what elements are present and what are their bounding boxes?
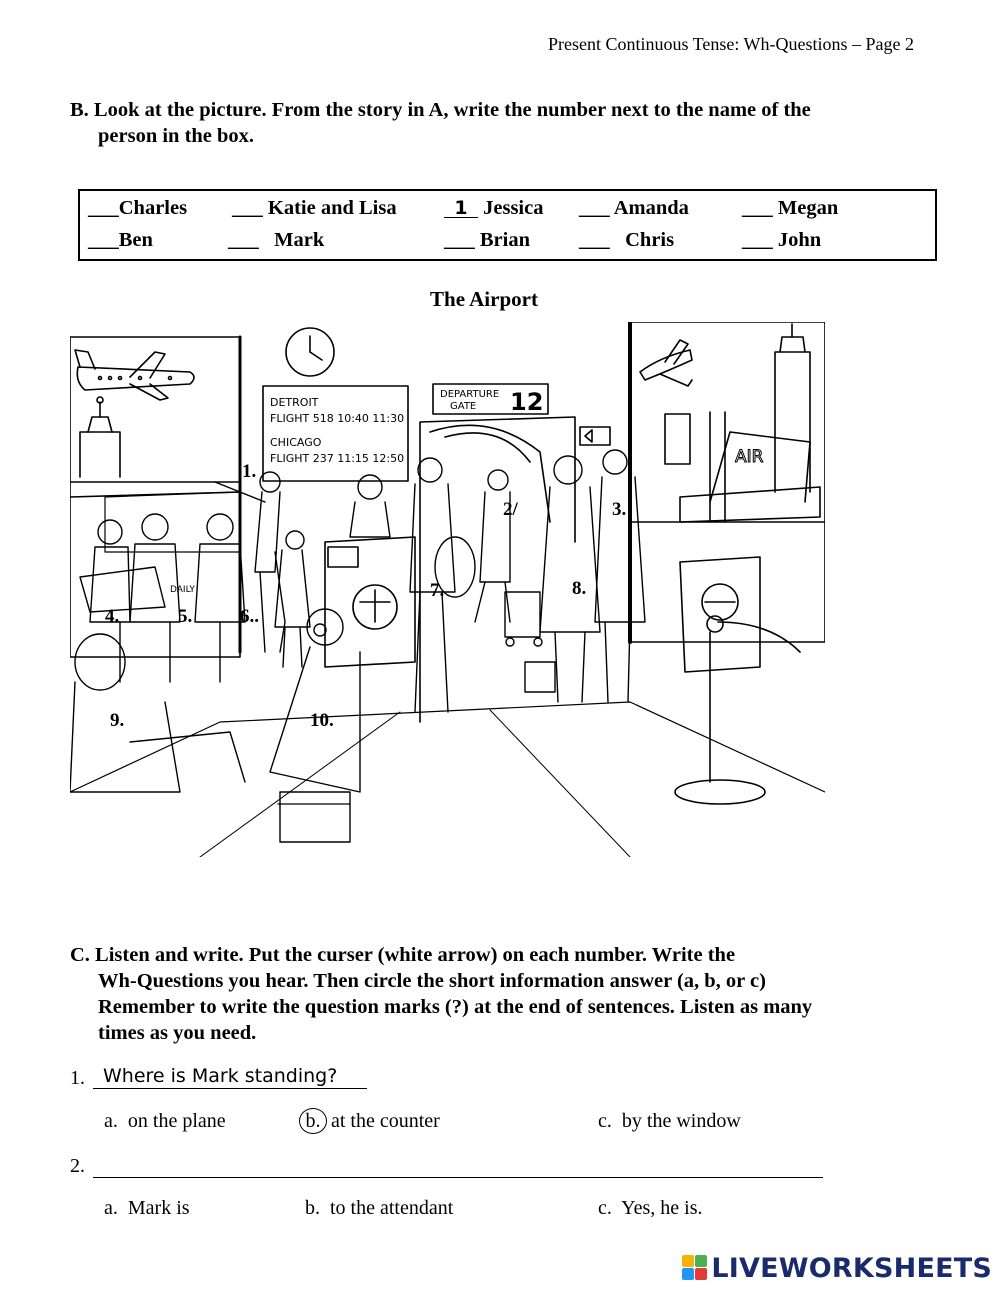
name-entry-chris — [579, 229, 674, 252]
section-c-line-4: times as you need. — [98, 1022, 257, 1044]
name-entry-charles — [88, 197, 187, 220]
logo-text: LIVEWORKSHEETS — [711, 1252, 992, 1284]
filled-answer[interactable]: 1 — [444, 199, 478, 218]
blank[interactable]: ___ — [88, 197, 119, 219]
question-1-answer-field[interactable]: Where is Mark standing? — [93, 1064, 367, 1089]
flight-board — [263, 386, 408, 481]
gate-doorway — [420, 417, 610, 722]
name-entry-mark — [228, 229, 324, 252]
option-text: at the counter — [331, 1110, 440, 1132]
figure-with-cart — [475, 470, 542, 646]
label-7: 7. — [430, 580, 445, 601]
name-label: Jessica — [483, 197, 544, 219]
section-b-instructions — [70, 97, 970, 149]
section-b-line-1: B. Look at the picture. From the story in A, write the number next to the name of the — [70, 99, 811, 121]
option-letter: c. — [598, 1110, 612, 1132]
name-entry-john — [742, 229, 821, 252]
name-entry-megan — [742, 197, 838, 220]
name-label: Amanda — [613, 197, 689, 219]
airplane-right-icon — [640, 340, 692, 386]
gate-label-1: DEPARTURE — [440, 389, 500, 400]
liveworksheets-logo[interactable] — [682, 1250, 992, 1286]
name-entry-jessica — [444, 197, 543, 220]
blank[interactable]: ___ — [579, 229, 610, 251]
board-line-1: DETROIT — [270, 396, 319, 409]
podium — [680, 557, 760, 672]
name-label: Charles — [118, 197, 188, 219]
board-line-3: CHICAGO — [270, 436, 322, 449]
question-1-number: 1. — [70, 1067, 85, 1089]
option-letter: c. — [598, 1197, 612, 1219]
option-letter: a. — [104, 1110, 118, 1132]
name-label: Mark — [274, 229, 325, 251]
question-2-number: 2. — [70, 1155, 85, 1177]
name-label: John — [777, 229, 822, 251]
q2-option-c[interactable] — [598, 1197, 702, 1220]
picture-title: The Airport — [430, 287, 538, 311]
page-header: Present Continuous Tense: Wh-Questions – Page 2 — [547, 34, 914, 54]
section-b-line-2: person in the box. — [98, 125, 255, 147]
picture-number-labels — [105, 461, 626, 731]
option-letter: a. — [104, 1197, 118, 1219]
board-line-4: FLIGHT 237 11:15 12:50 — [270, 452, 405, 465]
option-letter: b. — [305, 1197, 320, 1219]
question-2-answer-field[interactable] — [93, 1153, 823, 1178]
q2-option-b[interactable] — [305, 1197, 453, 1220]
name-entry-ben — [88, 229, 153, 252]
plane-tail — [680, 432, 820, 522]
section-c-instructions — [70, 942, 970, 1046]
q2-option-a[interactable] — [104, 1197, 190, 1220]
newspaper-text: DAILY — [170, 585, 195, 595]
blank[interactable]: ___ — [444, 229, 475, 251]
tail-text: AIR — [735, 447, 764, 467]
q1-option-c[interactable] — [598, 1110, 741, 1133]
blank[interactable]: ___ — [742, 197, 773, 219]
gate-label-2: GATE — [450, 401, 477, 412]
label-8: 8. — [572, 578, 587, 599]
blank[interactable]: ___ — [232, 197, 263, 219]
blank[interactable]: ___ — [228, 229, 259, 251]
q1-option-b[interactable] — [299, 1108, 440, 1134]
option-text: Mark is — [127, 1197, 190, 1219]
logo-icon — [682, 1255, 708, 1281]
airplane-left-icon — [75, 350, 194, 400]
name-label: Brian — [479, 229, 530, 251]
section-c-line-1: C. Listen and write. Put the curser (white arrow) on each number. Write the — [70, 944, 736, 966]
airport-illustration — [70, 322, 825, 857]
label-9: 9. — [110, 710, 125, 731]
name-entry-katie-and-lisa — [232, 197, 397, 220]
blank[interactable]: ___ — [579, 197, 610, 219]
name-label: Katie and Lisa — [267, 197, 397, 219]
clock-icon — [286, 328, 334, 376]
blank[interactable]: ___ — [88, 229, 119, 251]
stanchion — [675, 616, 800, 804]
label-10: 10. — [310, 710, 334, 731]
section-c-line-2: Wh-Questions you hear. Then circle the short information answer (a, b, or c) — [98, 970, 766, 992]
label-5: 5. — [178, 606, 193, 627]
board-line-2: FLIGHT 518 10:40 11:30 — [270, 412, 405, 425]
gate-number: 12 — [510, 388, 544, 416]
option-letter-circled: b. — [299, 1108, 327, 1134]
name-label: Chris — [625, 229, 675, 251]
figure-attendant — [350, 475, 390, 537]
name-label: Ben — [118, 229, 153, 251]
option-text: on the plane — [127, 1110, 226, 1132]
option-text: Yes, he is. — [621, 1197, 703, 1219]
check-in-counter — [325, 537, 415, 667]
label-2: 2/ — [503, 499, 518, 520]
departure-gate-sign — [433, 384, 548, 416]
section-c-line-3: Remember to write the question marks (?) at the end of sentences. Listen as many — [98, 996, 813, 1018]
blank[interactable]: ___ — [742, 229, 773, 251]
label-3: 3. — [612, 499, 627, 520]
name-box — [78, 189, 937, 261]
name-entry-brian — [444, 229, 530, 252]
option-text: to the attendant — [330, 1197, 454, 1219]
name-entry-amanda — [579, 197, 689, 220]
label-1: 1. — [242, 461, 257, 482]
figure-couple — [525, 450, 645, 702]
label-6: 6.. — [240, 606, 259, 627]
label-4: 4. — [105, 606, 120, 627]
option-text: by the window — [621, 1110, 741, 1132]
q1-option-a[interactable] — [104, 1110, 226, 1133]
name-label: Megan — [777, 197, 839, 219]
